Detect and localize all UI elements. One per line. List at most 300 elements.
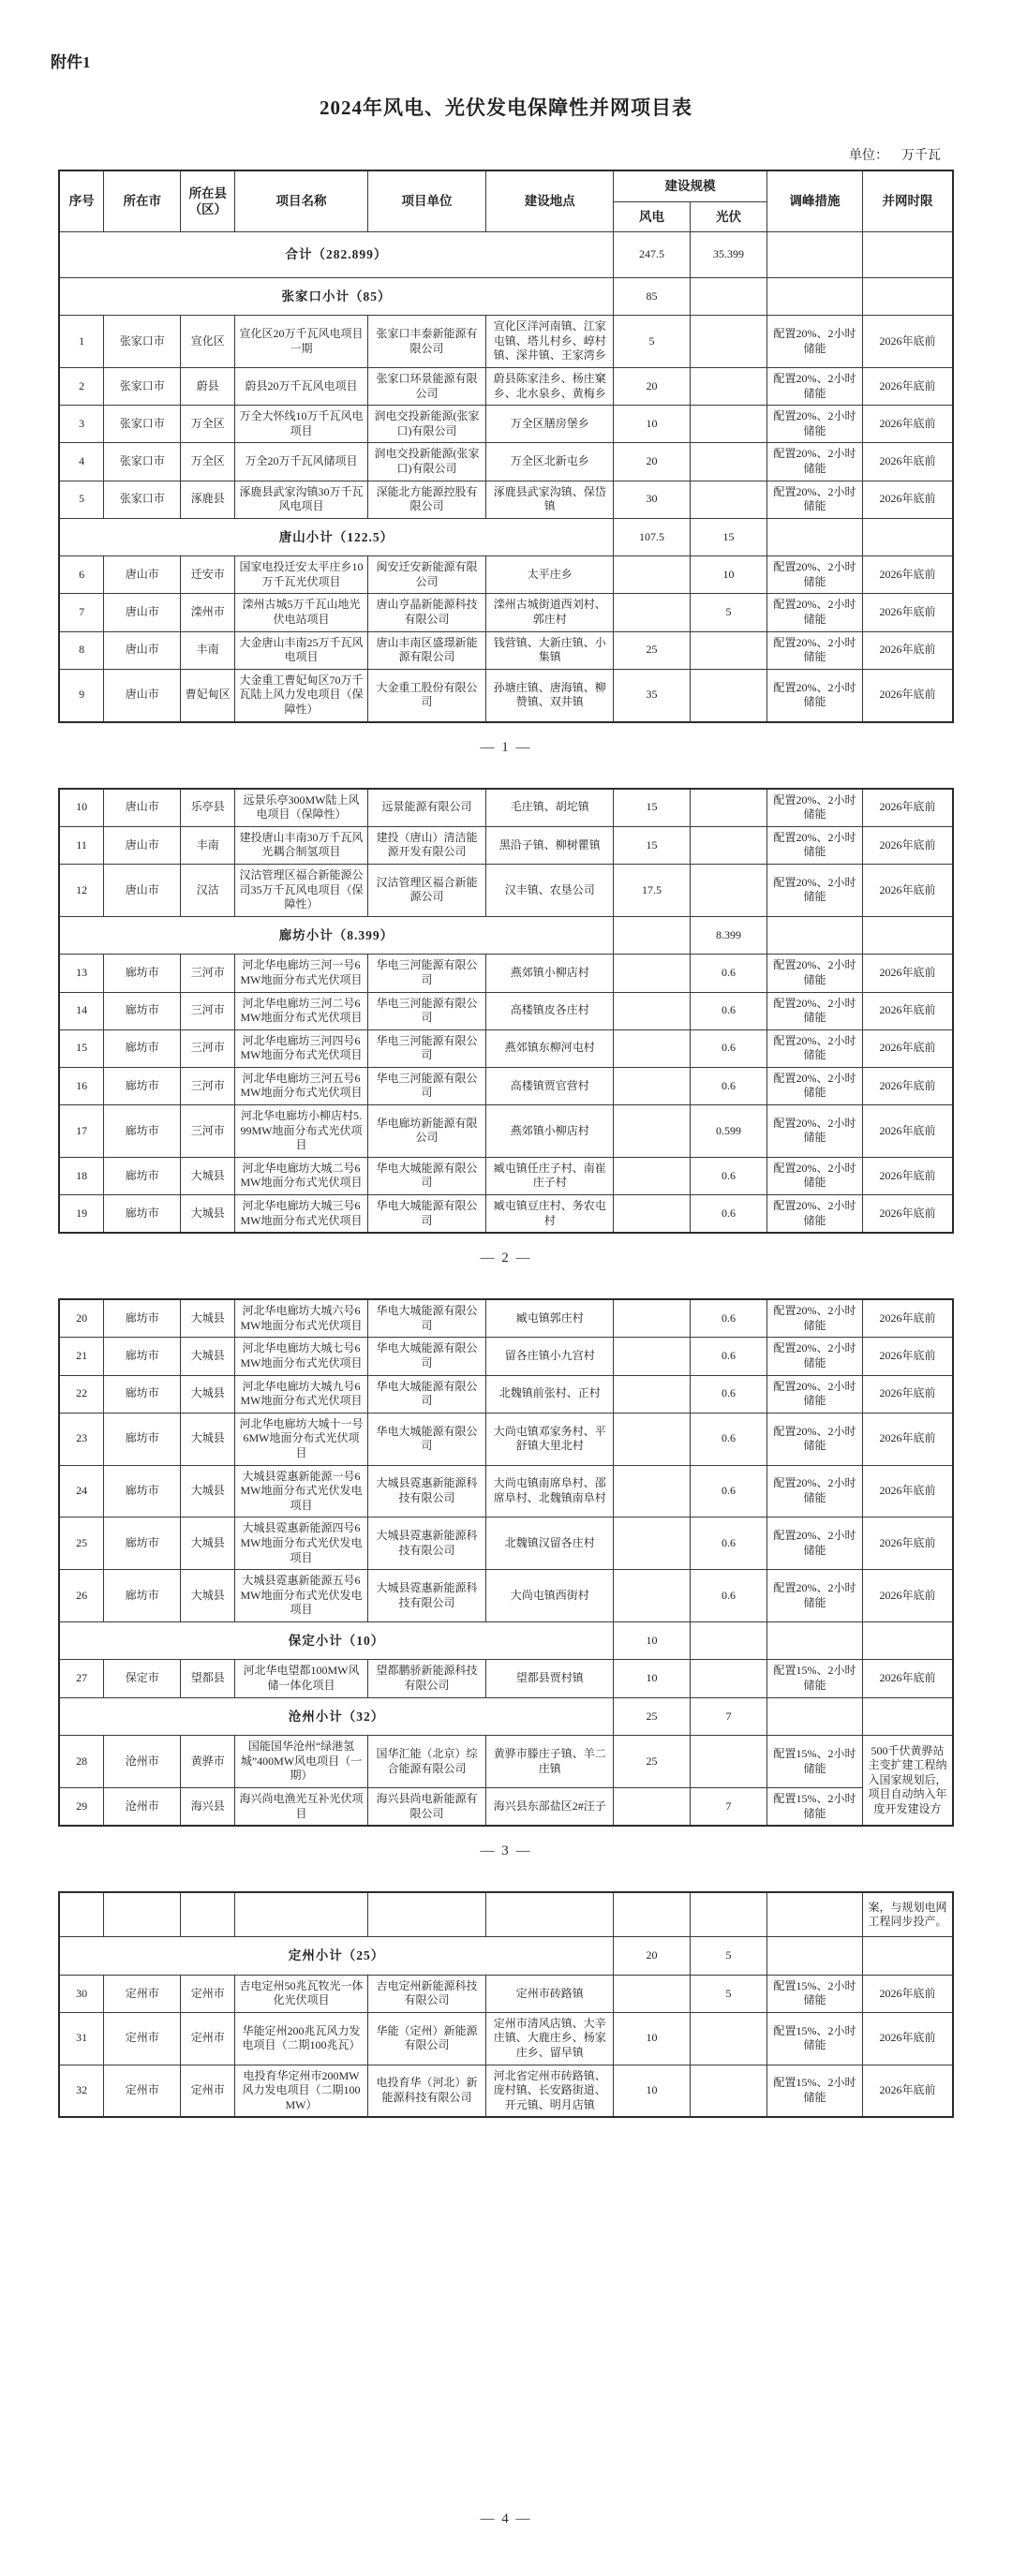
table-row xyxy=(59,1105,953,1158)
table-row xyxy=(59,631,953,669)
wind-total-cell: 247.5 xyxy=(613,232,690,278)
no-cell: 6 xyxy=(59,556,104,594)
city-cell: 沧州市 xyxy=(104,1787,181,1826)
location-cell: 高楼镇皮各庄村 xyxy=(486,992,613,1029)
no-cell: 27 xyxy=(59,1660,104,1697)
deadline-cell xyxy=(863,1697,953,1736)
pv-cell: 0.6 xyxy=(690,1570,766,1622)
summary-label: 定州小计（25） xyxy=(59,1937,613,1976)
wind-total-cell: 85 xyxy=(613,277,690,316)
measure-cell: 配置20%、2小时储能 xyxy=(767,556,863,594)
county-cell: 三河市 xyxy=(181,955,235,992)
pv-cell xyxy=(690,2012,766,2065)
county-cell: 望都县 xyxy=(181,1660,235,1697)
wind-cell xyxy=(613,1375,690,1413)
table-row xyxy=(59,1736,953,1788)
company-cell: 华能（定州）新能源有限公司 xyxy=(367,2012,486,2065)
measure-cell: 配置20%、2小时储能 xyxy=(767,1338,863,1375)
pv-cell xyxy=(690,316,766,368)
county-cell: 三河市 xyxy=(181,1105,235,1158)
county-cell: 定州市 xyxy=(181,1975,235,2012)
pv-cell: 0.6 xyxy=(690,1029,766,1067)
location-cell: 滦州古城街道西刘村、郭庄村 xyxy=(486,594,613,631)
project-cell: 电投育华定州市200MW风力发电项目（二期100MW） xyxy=(235,2065,367,2117)
no-cell: 4 xyxy=(59,443,104,481)
county-cell: 蔚县 xyxy=(181,367,235,405)
pv-total-cell: 35.399 xyxy=(690,232,766,278)
project-cell: 国能国华沧州“绿港氢城”400MW风电项目（一期） xyxy=(235,1736,367,1788)
location-cell: 河北省定州市砖路镇、庞村镇、长安路街道、开元镇、明月店镇 xyxy=(486,2065,613,2117)
city-cell: 唐山市 xyxy=(104,669,181,721)
deadline-cell xyxy=(863,518,953,556)
header-project: 项目名称 xyxy=(235,170,367,232)
city-cell: 唐山市 xyxy=(104,631,181,669)
location-cell: 定州市砖路镇 xyxy=(486,1975,613,2012)
measure-cell: 配置20%、2小时储能 xyxy=(767,1413,863,1465)
location-cell: 定州市清风店镇、大辛庄镇、大鹿庄乡、杨家庄乡、留早镇 xyxy=(486,2012,613,2065)
table-row xyxy=(59,1029,953,1067)
project-cell: 河北华电廊坊大城十一号6MW地面分布式光伏项目 xyxy=(235,1413,367,1465)
deadline-cell: 2026年底前 xyxy=(863,992,953,1029)
deadline-cell: 2026年底前 xyxy=(863,1975,953,2012)
county-cell: 三河市 xyxy=(181,992,235,1029)
summary-label: 沧州小计（32） xyxy=(59,1697,613,1736)
project-cell: 华能定州200兆瓦风力发电项目（二期100兆瓦） xyxy=(235,2012,367,2065)
city-cell: 廊坊市 xyxy=(104,1375,181,1413)
wind-cell xyxy=(613,1067,690,1104)
table-row xyxy=(59,367,953,405)
table-row xyxy=(59,992,953,1029)
wind-cell: 10 xyxy=(613,1660,690,1697)
no-cell: 17 xyxy=(59,1105,104,1158)
city-cell: 廊坊市 xyxy=(104,1105,181,1158)
company-cell: 华电大城能源有限公司 xyxy=(367,1157,486,1194)
header-county: 所在县（区） xyxy=(181,170,235,232)
project-cell: 大金唐山丰南25万千瓦风电项目 xyxy=(235,631,367,669)
deadline-cell: 2026年底前 xyxy=(863,2065,953,2117)
city-cell: 张家口市 xyxy=(104,316,181,368)
wind-cell: 10 xyxy=(613,2065,690,2117)
county-cell: 海兴县 xyxy=(181,1787,235,1826)
table-row xyxy=(59,669,953,721)
header-wind: 风电 xyxy=(613,201,690,232)
project-cell: 大城县霓惠新能源一号6MW地面分布式光伏发电项目 xyxy=(235,1465,367,1517)
summary-label: 保定小计（10） xyxy=(59,1621,613,1660)
wind-total-cell: 20 xyxy=(613,1937,690,1976)
location-cell: 钱营镇、大新庄镇、小集镇 xyxy=(486,631,613,669)
location-cell: 臧屯镇豆庄村、务农屯村 xyxy=(486,1195,613,1234)
pv-cell xyxy=(690,669,766,721)
city-cell: 廊坊市 xyxy=(104,1195,181,1234)
pv-cell: 0.6 xyxy=(690,1338,766,1375)
no-cell: 15 xyxy=(59,1029,104,1067)
county-cell: 丰南 xyxy=(181,631,235,669)
measure-cell: 配置20%、2小时储能 xyxy=(767,594,863,631)
no-cell: 8 xyxy=(59,631,104,669)
header-scale: 建设规模 xyxy=(613,170,766,201)
pv-cell: 0.6 xyxy=(690,955,766,992)
no-cell: 22 xyxy=(59,1375,104,1413)
county-cell: 迁安市 xyxy=(181,556,235,594)
city-cell: 定州市 xyxy=(104,2012,181,2065)
no-cell: 32 xyxy=(59,2065,104,2117)
city-cell: 定州市 xyxy=(104,2065,181,2117)
summary-label: 廊坊小计（8.399） xyxy=(59,916,613,955)
wind-cell: 15 xyxy=(613,789,690,827)
table-row xyxy=(59,556,953,594)
county-cell: 万全区 xyxy=(181,406,235,443)
city-cell: 廊坊市 xyxy=(104,1517,181,1570)
no-cell: 26 xyxy=(59,1570,104,1622)
measure-cell: 配置15%、2小时储能 xyxy=(767,2012,863,2065)
measure-cell: 配置20%、2小时储能 xyxy=(767,1299,863,1338)
city-cell: 廊坊市 xyxy=(104,1338,181,1375)
wind-cell: 20 xyxy=(613,367,690,405)
deadline-cell xyxy=(863,232,953,278)
pv-cell: 0.6 xyxy=(690,1067,766,1104)
city-cell: 唐山市 xyxy=(104,789,181,827)
project-cell: 大金重工曹妃甸区70万千瓦陆上风力发电项目（保障性） xyxy=(235,669,367,721)
pv-cell: 7 xyxy=(690,1787,766,1826)
wind-cell xyxy=(613,1465,690,1517)
no-cell: 29 xyxy=(59,1787,104,1826)
deadline-cell: 2026年底前 xyxy=(863,826,953,864)
deadline-cell: 2026年底前 xyxy=(863,1157,953,1194)
deadline-cell: 2026年底前 xyxy=(863,367,953,405)
measure-cell xyxy=(767,518,863,556)
summary-label: 唐山小计（122.5） xyxy=(59,518,613,556)
subtotal-row xyxy=(59,1621,953,1660)
pv-cell: 5 xyxy=(690,1975,766,2012)
county-cell: 大城县 xyxy=(181,1195,235,1234)
city-cell: 廊坊市 xyxy=(104,1067,181,1104)
location-cell: 北魏镇前张村、正村 xyxy=(486,1375,613,1413)
no-cell: 31 xyxy=(59,2012,104,2065)
wind-cell xyxy=(613,1787,690,1826)
projects-table-page-2 xyxy=(58,788,954,1235)
no-cell: 18 xyxy=(59,1157,104,1194)
city-cell: 唐山市 xyxy=(104,594,181,631)
table-row xyxy=(59,2012,953,2065)
table-row xyxy=(59,1517,953,1570)
company-cell: 汉沽管理区福合新能源公司 xyxy=(367,864,486,916)
pv-cell xyxy=(690,443,766,481)
table-row xyxy=(59,1299,953,1338)
project-cell: 河北华电廊坊大城七号6MW地面分布式光伏项目 xyxy=(235,1338,367,1375)
table-row xyxy=(59,864,953,916)
company-cell: 大城县霓惠新能源科技有限公司 xyxy=(367,1570,486,1622)
page-number-2: — 2 — xyxy=(480,1251,532,1266)
measure-cell: 配置20%、2小时储能 xyxy=(767,789,863,827)
county-cell: 曹妃甸区 xyxy=(181,669,235,721)
company-cell: 张家口丰泰新能源有限公司 xyxy=(367,316,486,368)
location-cell: 万全区膳房堡乡 xyxy=(486,406,613,443)
deadline-cell: 2026年底前 xyxy=(863,1195,953,1234)
wind-cell: 25 xyxy=(613,1736,690,1788)
company-cell: 远景能源有限公司 xyxy=(367,789,486,827)
page-number-4: — 4 — xyxy=(480,2511,532,2527)
table-row xyxy=(59,789,953,827)
header-location: 建设地点 xyxy=(486,170,613,232)
county-cell: 大城县 xyxy=(181,1517,235,1570)
project-cell: 海兴尚电渔光互补光伏项目 xyxy=(235,1787,367,1826)
wind-cell xyxy=(613,1195,690,1234)
unit-label: 单位： xyxy=(849,149,888,163)
subtotal-row xyxy=(59,916,953,955)
county-cell: 大城县 xyxy=(181,1465,235,1517)
company-cell: 张家口环景能源有限公司 xyxy=(367,367,486,405)
company-cell: 华电三河能源有限公司 xyxy=(367,1067,486,1104)
no-cell: 10 xyxy=(59,789,104,827)
measure-cell: 配置20%、2小时储能 xyxy=(767,864,863,916)
projects-table-page-4 xyxy=(58,1891,954,2118)
project-cell: 河北华电望都100MW风储一体化项目 xyxy=(235,1660,367,1697)
location-cell: 燕郊镇小柳店村 xyxy=(486,1105,613,1158)
project-cell: 滦州古城5万千瓦山地光伏电站项目 xyxy=(235,594,367,631)
no-cell: 3 xyxy=(59,406,104,443)
no-cell xyxy=(59,1892,104,1937)
measure-cell: 配置20%、2小时储能 xyxy=(767,443,863,481)
total-row xyxy=(59,232,953,278)
county-cell: 大城县 xyxy=(181,1413,235,1465)
measure-cell: 配置20%、2小时储能 xyxy=(767,1465,863,1517)
project-cell: 蔚县20万千瓦风电项目 xyxy=(235,367,367,405)
wind-cell xyxy=(613,1975,690,2012)
city-cell: 沧州市 xyxy=(104,1736,181,1788)
project-cell: 河北华电廊坊三河一号6MW地面分布式光伏项目 xyxy=(235,955,367,992)
pv-cell: 0.6 xyxy=(690,1195,766,1234)
deadline-cell xyxy=(863,916,953,955)
project-cell: 建投唐山丰南30万千瓦风光耦合制氢项目 xyxy=(235,826,367,864)
measure-cell: 配置20%、2小时储能 xyxy=(767,1067,863,1104)
city-cell: 张家口市 xyxy=(104,367,181,405)
table-row xyxy=(59,1413,953,1465)
pv-cell: 0.6 xyxy=(690,1375,766,1413)
measure-cell: 配置20%、2小时储能 xyxy=(767,669,863,721)
header-company: 项目单位 xyxy=(367,170,486,232)
page-number-1: — 1 — xyxy=(480,739,532,755)
company-cell: 吉电定州新能源科技有限公司 xyxy=(367,1975,486,2012)
no-cell: 11 xyxy=(59,826,104,864)
location-cell: 高楼镇贾官营村 xyxy=(486,1067,613,1104)
table-row xyxy=(59,2065,953,2117)
city-cell: 廊坊市 xyxy=(104,1413,181,1465)
header-city: 所在市 xyxy=(104,170,181,232)
project-cell: 宣化区20万千瓦风电项目一期 xyxy=(235,316,367,368)
location-cell: 蔚县陈家洼乡、杨庄窠乡、北水泉乡、黄梅乡 xyxy=(486,367,613,405)
projects-table-page-3 xyxy=(58,1298,954,1827)
deadline-cell xyxy=(863,277,953,316)
city-cell: 廊坊市 xyxy=(104,992,181,1029)
location-cell: 海兴县东部盐区2#汪子 xyxy=(486,1787,613,1826)
table-row xyxy=(59,1195,953,1234)
measure-cell: 配置20%、2小时储能 xyxy=(767,826,863,864)
table-row xyxy=(59,443,953,481)
county-cell: 黄骅市 xyxy=(181,1736,235,1788)
wind-cell xyxy=(613,1892,690,1937)
no-cell: 1 xyxy=(59,316,104,368)
deadline-cell: 2026年底前 xyxy=(863,1465,953,1517)
company-cell: 润电交投新能源(张家口)有限公司 xyxy=(367,406,486,443)
measure-cell: 配置20%、2小时储能 xyxy=(767,1105,863,1158)
city-cell: 唐山市 xyxy=(104,826,181,864)
city-cell: 保定市 xyxy=(104,1660,181,1697)
pv-cell: 0.6 xyxy=(690,1413,766,1465)
summary-label: 合计（282.899） xyxy=(59,232,613,278)
pv-cell xyxy=(690,406,766,443)
measure-cell: 配置15%、2小时储能 xyxy=(767,1787,863,1826)
project-cell: 万全20万千瓦风储项目 xyxy=(235,443,367,481)
pv-cell xyxy=(690,864,766,916)
company-cell: 建投（唐山）清洁能源开发有限公司 xyxy=(367,826,486,864)
location-cell: 大尚屯镇邓家务村、平舒镇大里北村 xyxy=(486,1413,613,1465)
company-cell: 润电交投新能源(张家口)有限公司 xyxy=(367,443,486,481)
measure-cell: 配置20%、2小时储能 xyxy=(767,1029,863,1067)
county-cell: 三河市 xyxy=(181,1067,235,1104)
project-cell: 河北华电廊坊大城二号6MW地面分布式光伏项目 xyxy=(235,1157,367,1194)
company-cell: 国华汇能（北京）综合能源有限公司 xyxy=(367,1736,486,1788)
measure-cell: 配置20%、2小时储能 xyxy=(767,367,863,405)
wind-cell xyxy=(613,1157,690,1194)
project-cell: 河北华电廊坊三河四号6MW地面分布式光伏项目 xyxy=(235,1029,367,1067)
unit-row xyxy=(58,145,954,164)
measure-cell xyxy=(767,1621,863,1660)
no-cell: 20 xyxy=(59,1299,104,1338)
wind-cell: 5 xyxy=(613,316,690,368)
county-cell: 涿鹿县 xyxy=(181,481,235,518)
wind-cell xyxy=(613,556,690,594)
wind-total-cell: 25 xyxy=(613,1697,690,1736)
deadline-cell: 2026年底前 xyxy=(863,631,953,669)
wind-cell xyxy=(613,1570,690,1622)
city-cell: 廊坊市 xyxy=(104,1299,181,1338)
table-row xyxy=(59,826,953,864)
city-cell: 张家口市 xyxy=(104,443,181,481)
wind-cell xyxy=(613,1299,690,1338)
city-cell: 廊坊市 xyxy=(104,1465,181,1517)
header-measure: 调峰措施 xyxy=(767,170,863,232)
county-cell: 大城县 xyxy=(181,1570,235,1622)
no-cell: 12 xyxy=(59,864,104,916)
deadline-cell: 2026年底前 xyxy=(863,556,953,594)
no-cell: 14 xyxy=(59,992,104,1029)
table-row xyxy=(59,1465,953,1517)
location-cell: 燕郊镇小柳店村 xyxy=(486,955,613,992)
company-cell: 华电大城能源有限公司 xyxy=(367,1299,486,1338)
wind-cell xyxy=(613,594,690,631)
no-cell: 5 xyxy=(59,481,104,518)
deadline-cell xyxy=(863,1621,953,1660)
table-row xyxy=(59,1067,953,1104)
city-cell: 张家口市 xyxy=(104,406,181,443)
project-cell: 河北华电廊坊三河二号6MW地面分布式光伏项目 xyxy=(235,992,367,1029)
location-cell: 燕郊镇东柳河屯村 xyxy=(486,1029,613,1067)
company-cell: 大城县霓惠新能源科技有限公司 xyxy=(367,1517,486,1570)
pv-cell: 10 xyxy=(690,556,766,594)
location-cell: 毛庄镇、胡坨镇 xyxy=(486,789,613,827)
pv-cell xyxy=(690,1892,766,1937)
company-cell: 华电大城能源有限公司 xyxy=(367,1375,486,1413)
summary-label: 张家口小计（85） xyxy=(59,277,613,316)
city-cell: 唐山市 xyxy=(104,556,181,594)
deadline-note-cell: 案，与规划电网工程同步投产。 xyxy=(863,1892,953,1937)
location-cell: 大尚屯镇南席阜村、邵席阜村、北魏镇南阜村 xyxy=(486,1465,613,1517)
county-cell: 宣化区 xyxy=(181,316,235,368)
deadline-cell: 2026年底前 xyxy=(863,1299,953,1338)
project-cell: 河北华电廊坊小柳店村5.99MW地面分布式光伏项目 xyxy=(235,1105,367,1158)
county-cell: 定州市 xyxy=(181,2065,235,2117)
pv-total-cell: 5 xyxy=(690,1937,766,1976)
wind-total-cell: 10 xyxy=(613,1621,690,1660)
deadline-cell: 2026年底前 xyxy=(863,955,953,992)
table-row xyxy=(59,1157,953,1194)
pv-cell: 5 xyxy=(690,594,766,631)
measure-cell: 配置15%、2小时储能 xyxy=(767,1975,863,2012)
deadline-cell: 2026年底前 xyxy=(863,789,953,827)
deadline-cell: 2026年底前 xyxy=(863,1338,953,1375)
location-cell xyxy=(486,1892,613,1937)
measure-cell: 配置15%、2小时储能 xyxy=(767,2065,863,2117)
deadline-cell: 2026年底前 xyxy=(863,1660,953,1697)
deadline-cell: 2026年底前 xyxy=(863,594,953,631)
company-cell: 大金重工股份有限公司 xyxy=(367,669,486,721)
pv-total-cell: 8.399 xyxy=(690,916,766,955)
wind-cell: 30 xyxy=(613,481,690,518)
table-row xyxy=(59,594,953,631)
county-cell: 定州市 xyxy=(181,2012,235,2065)
pv-cell xyxy=(690,789,766,827)
deadline-cell: 2026年底前 xyxy=(863,1570,953,1622)
measure-cell: 配置20%、2小时储能 xyxy=(767,1517,863,1570)
no-cell: 30 xyxy=(59,1975,104,2012)
pv-cell: 0.6 xyxy=(690,1517,766,1570)
pv-cell: 0.6 xyxy=(690,1465,766,1517)
no-cell: 16 xyxy=(59,1067,104,1104)
company-cell: 海兴县尚电新能源有限公司 xyxy=(367,1787,486,1826)
no-cell: 24 xyxy=(59,1465,104,1517)
header-row-1 xyxy=(59,170,953,201)
project-cell xyxy=(235,1892,367,1937)
measure-cell xyxy=(767,232,863,278)
deadline-cell: 2026年底前 xyxy=(863,443,953,481)
city-cell: 廊坊市 xyxy=(104,955,181,992)
table-row xyxy=(59,406,953,443)
company-cell: 华电三河能源有限公司 xyxy=(367,955,486,992)
county-cell: 大城县 xyxy=(181,1299,235,1338)
wind-cell: 10 xyxy=(613,406,690,443)
company-cell: 望都鹏骄新能源科技有限公司 xyxy=(367,1660,486,1697)
county-cell: 汉沽 xyxy=(181,864,235,916)
company-cell: 华电廊坊新能源有限公司 xyxy=(367,1105,486,1158)
wind-cell xyxy=(613,1338,690,1375)
company-cell: 唐山丰南区盛璟新能源有限公司 xyxy=(367,631,486,669)
deadline-cell: 2026年底前 xyxy=(863,1029,953,1067)
table-row xyxy=(59,1375,953,1413)
table-row xyxy=(59,1787,953,1826)
measure-cell: 配置20%、2小时储能 xyxy=(767,1375,863,1413)
pv-total-cell: 15 xyxy=(690,518,766,556)
city-cell: 张家口市 xyxy=(104,481,181,518)
pv-total-cell xyxy=(690,1621,766,1660)
city-cell: 廊坊市 xyxy=(104,1029,181,1067)
pv-cell: 0.599 xyxy=(690,1105,766,1158)
wind-cell xyxy=(613,1517,690,1570)
company-cell: 闽安迁安新能源有限公司 xyxy=(367,556,486,594)
project-cell: 涿鹿县武家沟镇30万千瓦风电项目 xyxy=(235,481,367,518)
wind-cell xyxy=(613,1105,690,1158)
no-cell: 19 xyxy=(59,1195,104,1234)
table-row xyxy=(59,481,953,518)
